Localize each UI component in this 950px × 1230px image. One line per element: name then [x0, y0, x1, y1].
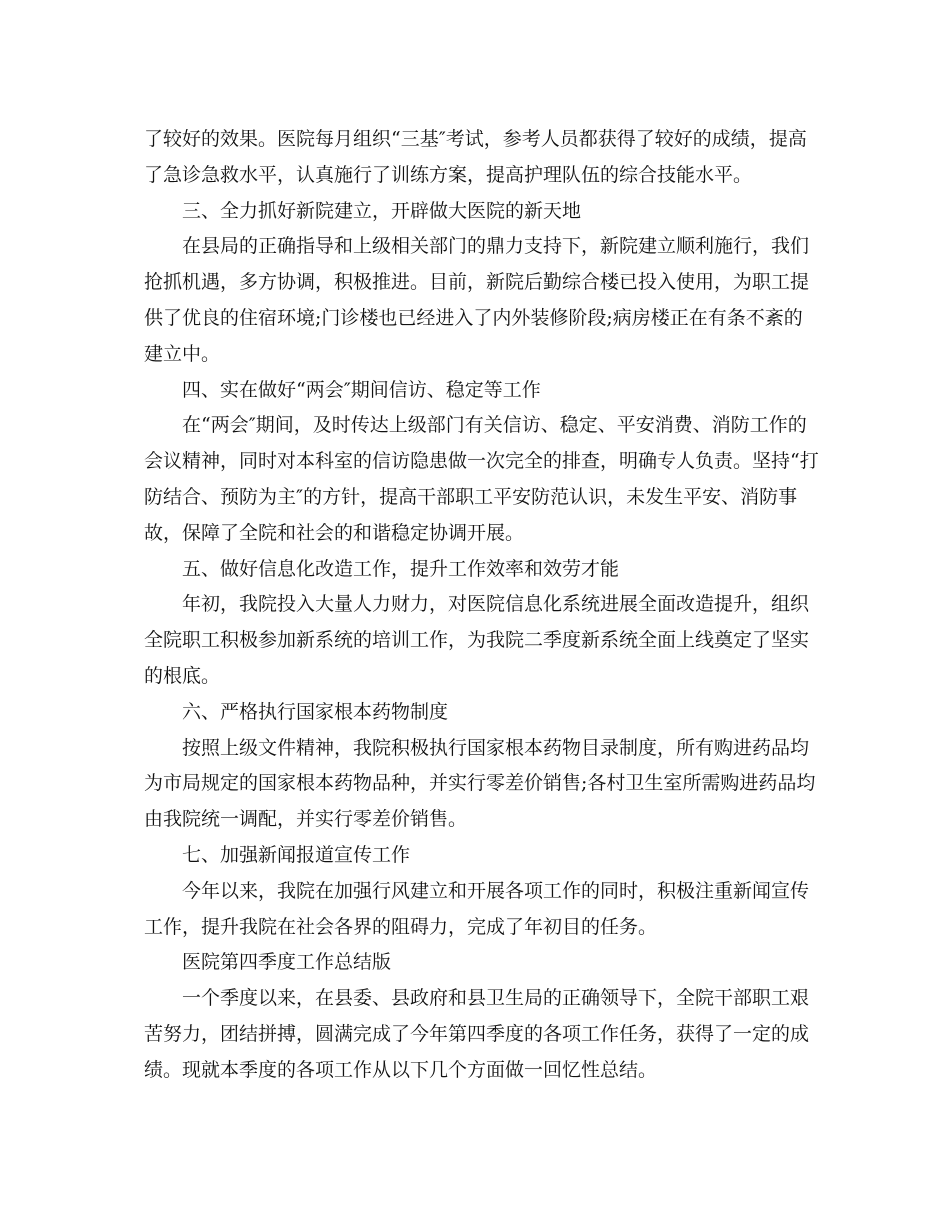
text-line: 了较好的效果。医院每月组织“三基″考试，参考人员都获得了较好的成绩，提高 — [144, 128, 807, 150]
heading-text: 三、全力抓好新院建立，开辟做大医院的新天地 — [182, 199, 582, 222]
text-line: 抢抓机遇，多方协调，积极推进。目前，新院后勤综合楼已投入使用，为职工提 — [144, 271, 810, 294]
text-line: 按照上级文件精神，我院积极执行国家根本药物目录制度，所有购进药品均 — [182, 736, 810, 759]
text-line: 苦努力，团结拼搏，圆满完成了今年第四季度的各项工作任务，获得了一定的成 — [144, 1022, 810, 1045]
text-line: 今年以来，我院在加强行风建立和开展各项工作的同时，积极注重新闻宣传 — [182, 879, 810, 902]
text-line: 一个季度以来，在县委、县政府和县卫生局的正确领导下，全院干部职工艰 — [182, 987, 810, 1010]
heading-text: 七、加强新闻报道宣传工作 — [182, 843, 411, 866]
text-line: 防结合、预防为主″的方针，提高干部职工平安防范认识，未发生平安、消防事 — [144, 485, 798, 508]
text-line: 为市局规定的国家根本药物品种，并实行零差价销售;各村卫生室所需购进药品均 — [144, 772, 816, 795]
section-heading — [144, 838, 806, 874]
document-body — [144, 122, 819, 1089]
text-line: 在“两会″期间，及时传达上级部门有关信访、稳定、平安消费、消防工作的 — [182, 414, 807, 437]
heading-text: 四、实在做好“两会″期间信访、稳定等工作 — [182, 378, 541, 401]
text-line: 会议精神，同时对本科室的信访隐患做一次完全的排查，明确专人负责。坚持“打 — [144, 450, 819, 473]
paragraph — [144, 981, 810, 1088]
text-line: 建立中。 — [144, 342, 221, 365]
section-heading — [144, 552, 806, 588]
paragraph — [144, 731, 816, 838]
paragraph — [144, 874, 810, 946]
text-line: 全院职工积极参加新系统的培训工作，为我院二季度新系统全面上线奠定了坚实 — [144, 629, 810, 652]
text-line: 的根底。 — [144, 664, 221, 687]
section-heading — [144, 194, 806, 230]
section-heading — [144, 373, 806, 409]
text-line: 由我院统一调配，并实行零差价销售。 — [144, 808, 468, 831]
text-line: 故，保障了全院和社会的和谐稳定协调开展。 — [144, 521, 525, 544]
text-line: 工作，提升我院在社会各界的阻碍力，完成了年初目的任务。 — [144, 915, 658, 938]
section-heading — [144, 945, 806, 981]
heading-text: 医院第四季度工作总结版 — [182, 951, 392, 974]
section-heading — [144, 695, 806, 731]
paragraph — [144, 408, 819, 551]
paragraph — [144, 587, 810, 694]
text-line: 年初，我院投入大量人力财力，对医院信息化系统进展全面改造提升，组织 — [182, 593, 810, 616]
heading-text: 五、做好信息化改造工作，提升工作效率和效劳才能 — [182, 557, 620, 580]
text-line: 在县局的正确指导和上级相关部门的鼎力支持下，新院建立顺利施行，我们 — [182, 235, 810, 258]
text-line: 供了优良的住宿环境;门诊楼也已经进入了内外装修阶段;病房楼正在有条不紊的 — [144, 306, 803, 329]
paragraph — [144, 122, 806, 194]
paragraph — [144, 229, 810, 372]
heading-text: 六、严格执行国家根本药物制度 — [182, 700, 449, 723]
text-line: 了急诊急救水平，认真施行了训练方案，提高护理队伍的综合技能水平。 — [144, 163, 753, 186]
text-line: 绩。现就本季度的各项工作从以下几个方面做一回忆性总结。 — [144, 1058, 658, 1081]
